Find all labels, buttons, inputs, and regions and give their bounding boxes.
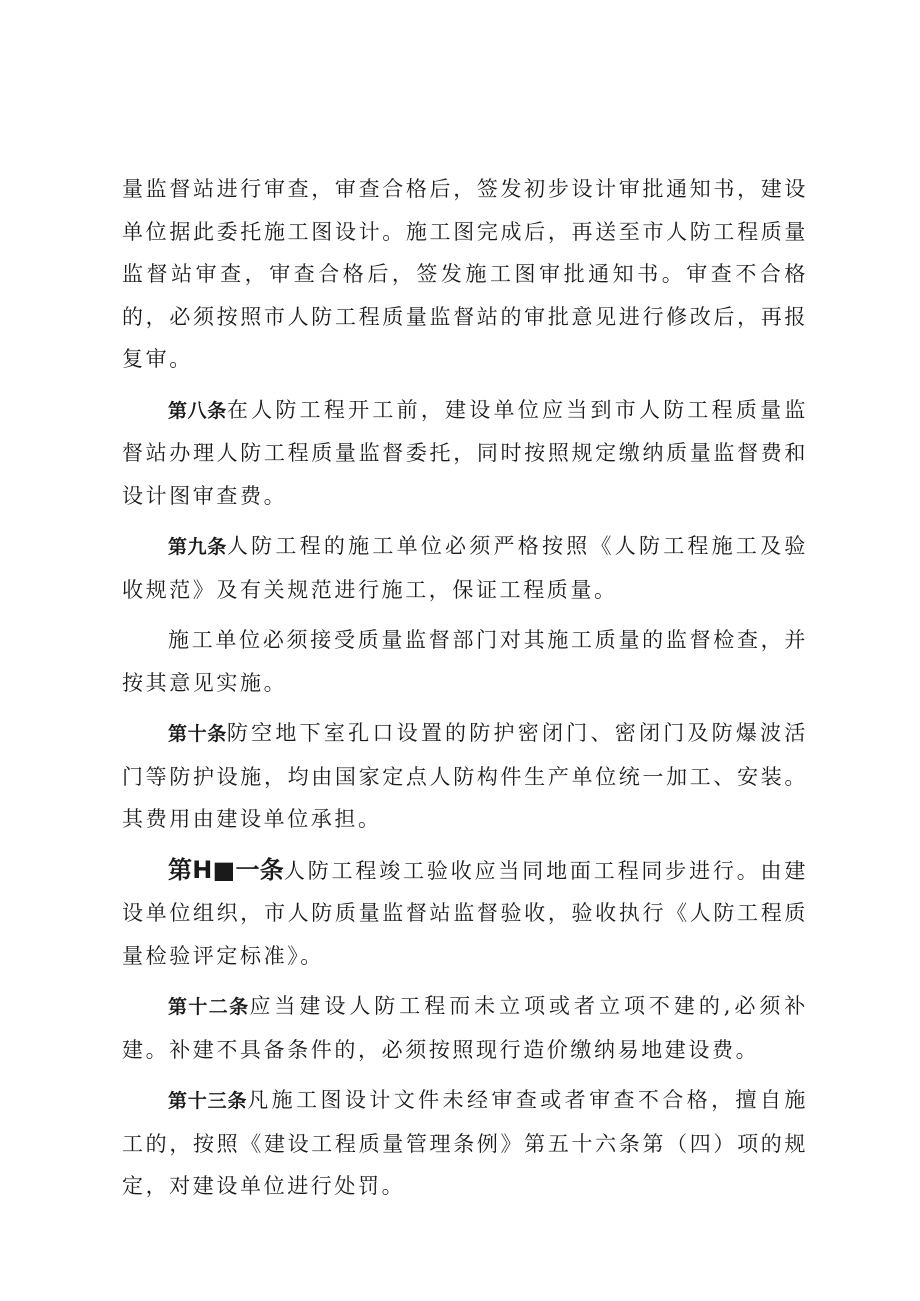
article-heading: 第H■一条 (168, 855, 284, 884)
document-body (122, 168, 808, 1216)
article-11 (122, 849, 808, 978)
paragraph-text: 施工单位必须接受质量监督部门对其施工质量的监督检查，并按其意见实施。 (122, 628, 808, 695)
article-text: 人防工程竣工验收应当同地面工程同步进行。由建设单位组织，市人防质量监督站监督验收，验收执行《人防工程质量检验评定标准》。 (122, 858, 808, 968)
article-heading: 第十条 (168, 723, 227, 745)
article-text: 人防工程的施工单位必须严格按照《人防工程施工及验收规范》及有关规范进行施工，保证工程质量。 (122, 534, 808, 602)
article-text: 应当建设人防工程而未立项或者立项不建的,必须补建。补建不具备条件的，必须按照现行造价缴纳易地建设费。 (122, 994, 808, 1062)
article-heading: 第八条 (168, 399, 227, 422)
article-10 (122, 712, 808, 841)
article-9 (122, 525, 808, 611)
paragraph-text: 量监督站进行审查，审查合格后，签发初步设计审批通知书，建设单位据此委托施工图设计。施工图完成后，再送至市人防工程质量监督站审查，审查合格后，签发施工图审批通知书。审查不合格的，必须按照市人防工程质量监督站的审批意见进行修改后，再报复审。 (122, 177, 808, 371)
article-13 (122, 1079, 808, 1208)
article-heading: 第十二条 (168, 996, 250, 1018)
article-text: 凡施工图设计文件未经审查或者审查不合格，擅自施工的，按照《建设工程质量管理条例》第五十六条第（四）项的规定，对建设单位进行处罚。 (122, 1088, 808, 1198)
article-heading: 第十三条 (168, 1090, 248, 1112)
article-8 (122, 389, 808, 518)
article-text: 防空地下室孔口设置的防护密闭门、密闭门及防爆波活门等防护设施，均由国家定点人防构件生产单位统一加工、安装。其费用由建设单位承担。 (122, 721, 808, 831)
paragraph-continuation (122, 168, 808, 381)
article-text: 在人防工程开工前，建设单位应当到市人防工程质量监督站办理人防工程质量监督委托，同时按照规定缴纳质量监督费和设计图审查费。 (122, 397, 808, 508)
article-12 (122, 985, 808, 1071)
article-heading: 第九条 (168, 536, 227, 558)
article-9-subparagraph (122, 619, 808, 704)
